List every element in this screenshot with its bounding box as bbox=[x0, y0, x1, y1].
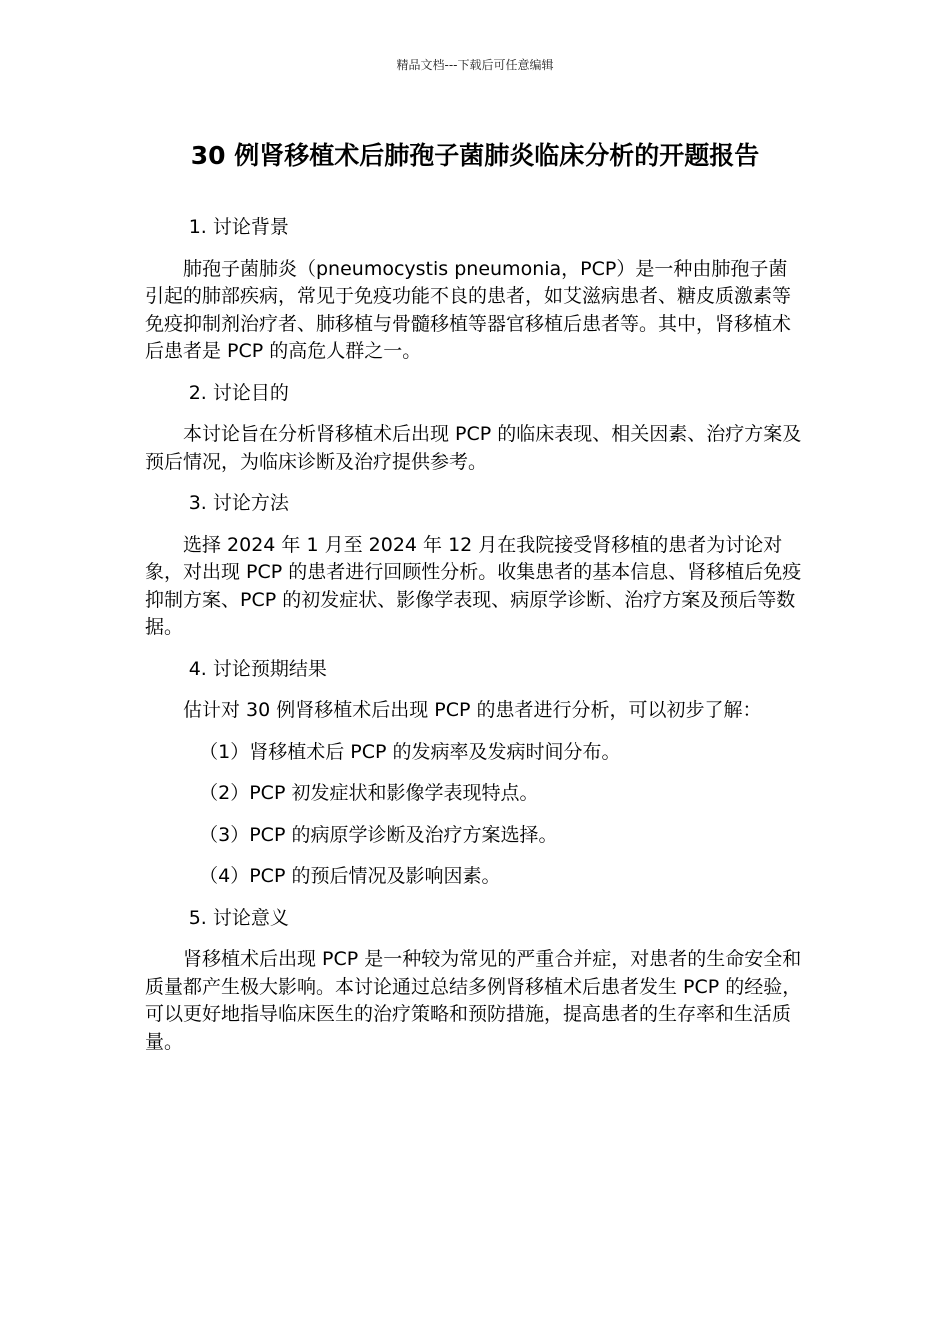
expected-item: （2）PCP 初发症状和影像学表现特点。 bbox=[199, 782, 539, 804]
page-header-note: 精品文档---下载后可任意编辑 bbox=[396, 58, 554, 72]
expected-item: （4）PCP 的预后情况及影响因素。 bbox=[199, 865, 501, 887]
section-text-method: 选择 2024 年 1 月至 2024 年 12 月在我院接受肾移植的患者为讨论对象，对出现 PCP 的患者进行回顾性分析。收集患者的基本信息、肾移植后免疫抑制方案、PCP 的初发症状、影像学表现、病原学诊断、治疗方案及预后等数据。 bbox=[145, 533, 802, 638]
section-text-purpose: 本讨论旨在分析肾移植术后出现 PCP 的临床表现、相关因素、治疗方案及预后情况，为临床诊断及治疗提供参考。 bbox=[145, 423, 802, 473]
section-heading-significance: 5. 讨论意义 bbox=[188, 906, 289, 929]
section-text-expected-intro: 估计对 30 例肾移植术后出现 PCP 的患者进行分析，可以初步了解： bbox=[183, 699, 762, 721]
section-heading-method: 3. 讨论方法 bbox=[188, 492, 289, 514]
document-body bbox=[145, 214, 805, 1070]
section-text-background: 肺孢子菌肺炎（pneumocystis pneumonia，PCP）是一种由肺孢子菌引起的肺部疾病，常见于免疫功能不良的患者，如艾滋病患者、糖皮质激素等免疫抑制剂治疗者、肺移植与骨髓移植等器官移植后患者等。其中，肾移植术后患者是 PCP 的高危人群之一。 bbox=[145, 257, 792, 362]
document-title: 30 例肾移植术后肺孢子菌肺炎临床分析的开题报告 bbox=[190, 141, 760, 170]
expected-item: （3）PCP 的病原学诊断及治疗方案选择。 bbox=[199, 823, 558, 846]
section-heading-purpose: 2. 讨论目的 bbox=[188, 381, 289, 404]
expected-item: （1）肾移植术后 PCP 的发病率及发病时间分布。 bbox=[199, 740, 621, 763]
section-heading-background: 1. 讨论背景 bbox=[188, 216, 289, 238]
section-text-significance: 肾移植术后出现 PCP 是一种较为常见的严重合并症，对患者的生命安全和质量都产生极大影响。本讨论通过总结多例肾移植术后患者发生 PCP 的经验，可以更好地指导临床医生的治疗策略和预防措施，提高患者的生存率和生活质量。 bbox=[145, 948, 802, 1053]
section-heading-expected: 4. 讨论预期结果 bbox=[188, 657, 327, 680]
